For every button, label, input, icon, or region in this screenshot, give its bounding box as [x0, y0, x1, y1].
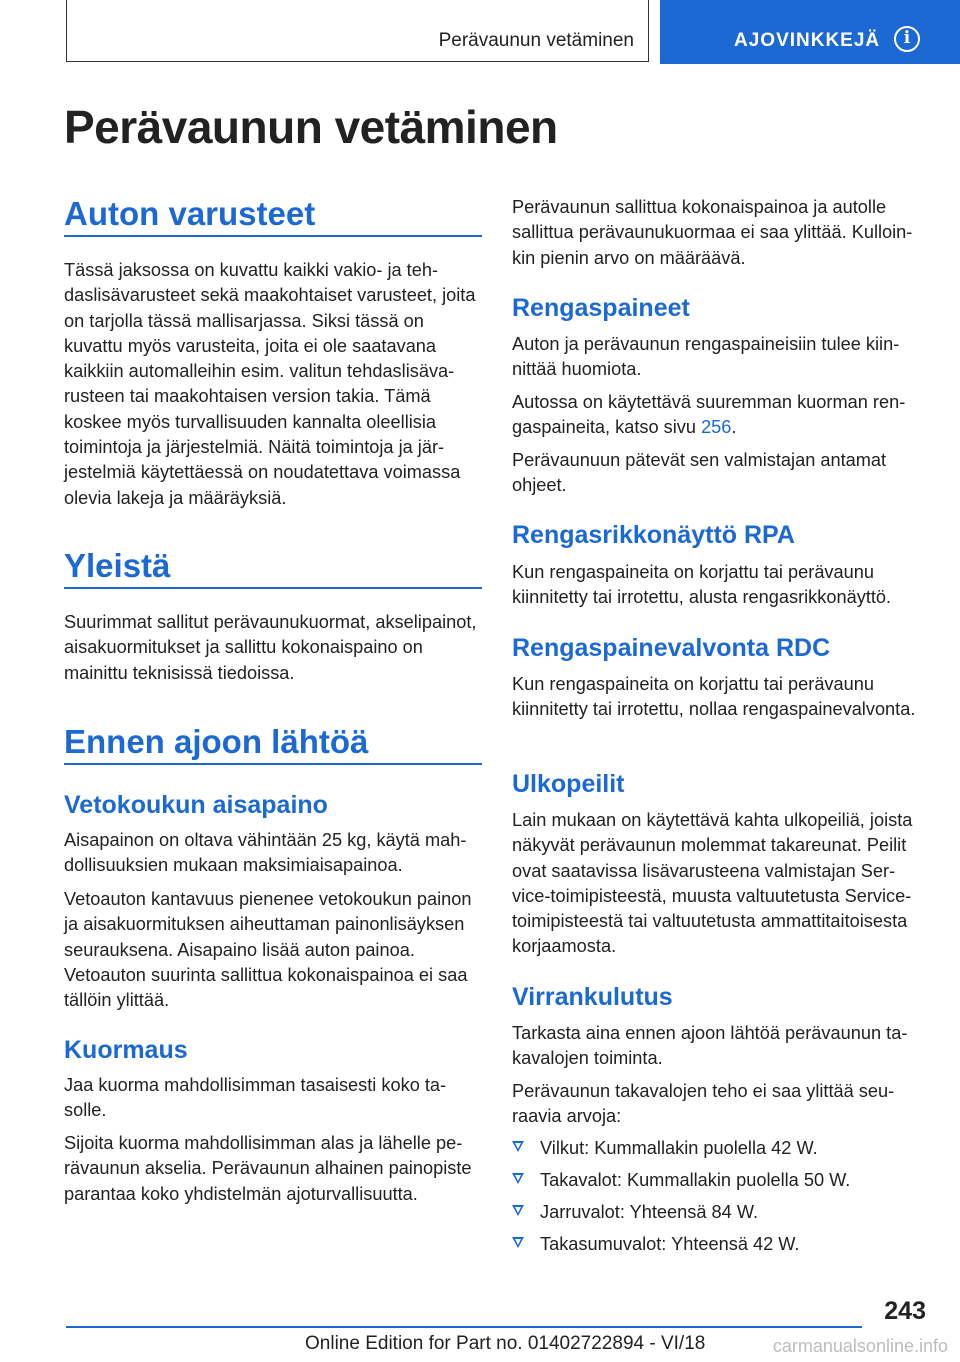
paragraph-intro: Perävaunun sallittua kokonaispainoa ja autolle sallittua perävaunukuormaa ei saa ylittää. Kulloinkin pienin arvo on määräävä.: [512, 197, 913, 268]
paragraph-virta-2: Perävaunun takavalojen teho ei saa ylittää seuraavia arvoja:: [512, 1081, 895, 1127]
paragraph-kuorma-2: Sijoita kuorma mahdollisimman alas ja lähelle perävaunun akselia. Perävaunun alhainen painopiste parantaa koko yhdistelmän ajoturvallisuutta.: [64, 1133, 472, 1204]
heading-ulkopeilit: Ulkopeilit: [512, 770, 625, 798]
heading-rpa: Rengasrikkonäyttö RPA: [512, 521, 795, 549]
paragraph-rengas-2: Autossa on käytettävä suuremman kuorman rengaspaineita, katso sivu 256.: [512, 392, 906, 438]
bullet-triangle-icon: [512, 1205, 524, 1216]
bullet-triangle-icon: [512, 1237, 524, 1248]
paragraph-rengas-3: Perävaunuun pätevät sen valmistajan antamat ohjeet.: [512, 450, 887, 496]
paragraph-veto-1: Aisapainon on oltava vähintään 25 kg, käytä mahdollisuuksien mukaan maksimiaisapainoa.: [64, 830, 467, 876]
paragraph-virta-1: Tarkasta aina ennen ajoon lähtöä perävaunun takavalojen toiminta.: [512, 1023, 908, 1069]
header-title: Perävaunun vetäminen: [438, 30, 634, 51]
heading-ennen-ajoon: Ennen ajoon lähtöä: [64, 723, 482, 761]
paragraph-ulkopeilit: Lain mukaan on käytettävä kahta ulkopeiliä, joista näkyvät perävaunun molemmat takareunat. Peilit ovat saatavissa lisävarusteena valmistajan Service-toimipisteestä, muusta valtuutetusta Service-toimipisteestä tai valtuutetusta ammattitaitoisesta korjaamosta.: [512, 810, 913, 957]
heading-yleista: Yleistä: [64, 547, 482, 585]
heading-vetokoukku: Vetokoukun aisapaino: [64, 791, 328, 819]
bullet-triangle-icon: [512, 1141, 524, 1152]
paragraph-veto-2: Vetoauton kantavuus pienenee vetokoukun painon ja aisakuormituksen aiheuttaman painonlisäyksen seurauksena. Aisapaino lisää auton painoa. Vetoauton suurinta sallittua kokonaispainoa ei saa tällöin ylittää.: [64, 889, 472, 1011]
info-icon[interactable]: i: [894, 26, 920, 52]
heading-virrankulutus: Virrankulutus: [512, 983, 673, 1011]
paragraph-kuorma-1: Jaa kuorma mahdollisimman tasaisesti koko tasolle.: [64, 1075, 447, 1121]
page-link-256[interactable]: 256: [701, 417, 732, 438]
footer-edition: Online Edition for Part no. 01402722894 - VI/18: [305, 1333, 706, 1354]
footer-rule: [66, 1326, 862, 1328]
page-number: 243: [884, 1297, 926, 1325]
page-title: Perävaunun vetäminen: [64, 101, 558, 153]
bullet-triangle-icon: [512, 1173, 524, 1184]
heading-rdc: Rengaspainevalvonta RDC: [512, 634, 831, 662]
paragraph-rdc: Kun rengaspaineita on korjattu tai perävaunu kiinnitetty tai irrotettu, nollaa rengaspainevalvonta.: [512, 674, 916, 720]
watermark: carmanualsonline.info: [772, 1336, 948, 1356]
header-section-tab[interactable]: [660, 0, 960, 64]
paragraph-yleista: Suurimmat sallitut perävaunukuormat, akselipainot, aisakuormitukset ja sallittu kokonaispaino on mainittu teknisissä tiedoissa.: [64, 612, 477, 683]
paragraph-rpa: Kun rengaspaineita on korjattu tai perävaunu kiinnitetty tai irrotettu, alusta rengasrikkonäyttö.: [512, 562, 892, 608]
section-label: AJOVINKKEJÄ: [734, 30, 881, 51]
heading-kuormaus: Kuormaus: [64, 1036, 188, 1064]
paragraph-auton: Tässä jaksossa on kuvattu kaikki vakio- ja tehdaslisävarusteet sekä maakohtaiset varusteet, joita on tarjolla tässä mallisarjassa. Siksi tässä on kuvattu myös varusteita, joita ei ole saatavana kaikkiin automalleihin esim. valitun tehdaslisävarusteen tai maakohtaisen version takia. Tämä koskee myös turvallisuuden kannalta oleellisia toimintoja ja järjestelmiä. Näitä toimintoja ja järjestelmiä käytettäessä on noudatettava voimassa olevia lakeja ja määräyksiä.: [64, 260, 476, 508]
heading-rengaspaineet: Rengaspaineet: [512, 294, 690, 322]
paragraph-rengas-1: Auton ja perävaunun rengaspaineisiin tulee kiinnittää huomiota.: [512, 334, 900, 380]
heading-auton-varusteet: Auton varusteet: [64, 195, 482, 233]
header-title-box: [66, 0, 649, 62]
